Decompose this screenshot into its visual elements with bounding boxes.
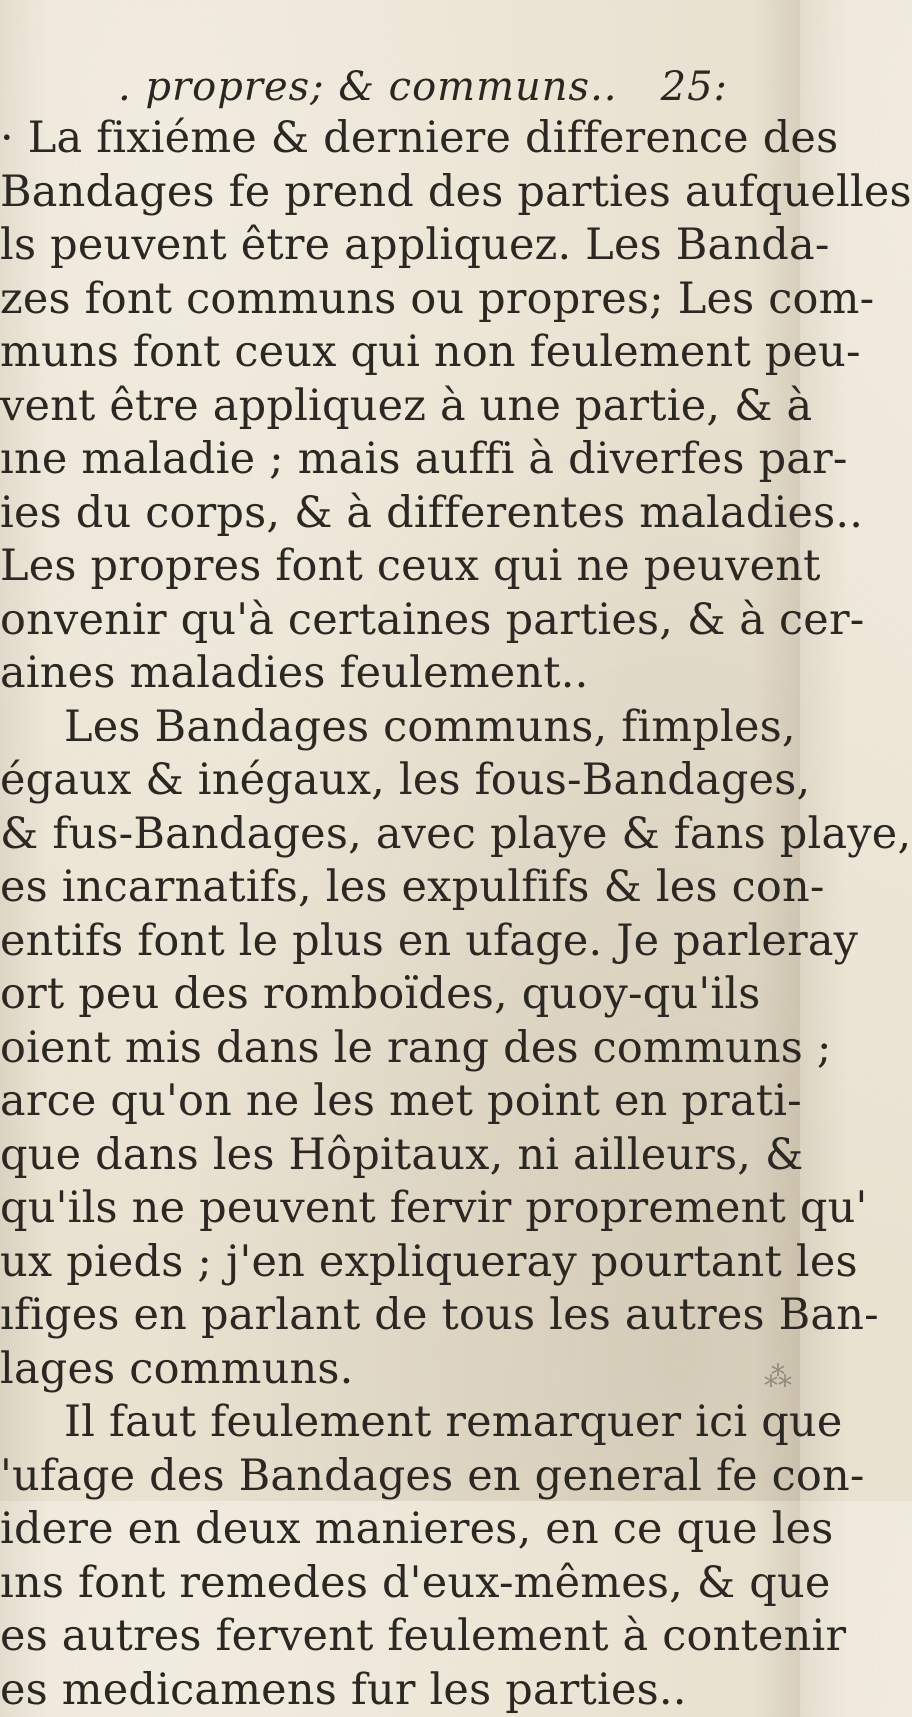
body-text <box>0 112 800 1717</box>
text-line: Bandages fe prend des parties aufquelles <box>0 166 800 220</box>
text-line: entifs font le plus en ufage. Je parleray <box>0 915 800 969</box>
text-line: ıns font remedes d'eux-mêmes, & que <box>0 1557 800 1611</box>
text-line: idere en deux manieres, en ce que les <box>0 1503 800 1557</box>
text-line: · La fixiéme & derniere difference des <box>0 112 800 166</box>
text-line: zes font communs ou propres; Les com- <box>0 273 800 327</box>
text-line: ux pieds ; j'en expliqueray pourtant les <box>0 1236 800 1290</box>
text-line: vent être appliquez à une partie, & à <box>0 380 800 434</box>
text-line: qu'ils ne peuvent fervir proprement qu' <box>0 1182 800 1236</box>
text-line: & fus-Bandages, avec playe & fans playe, <box>0 808 800 862</box>
text-line: aines maladies feulement.. <box>0 647 800 701</box>
text-line: lages communs. <box>0 1343 800 1397</box>
text-line: oient mis dans le rang des communs ; <box>0 1022 800 1076</box>
text-line: que dans les Hôpitaux, ni ailleurs, & <box>0 1129 800 1183</box>
text-line: 'ufage des Bandages en general fe con- <box>0 1450 800 1504</box>
text-line: ls peuvent être appliquez. Les Banda- <box>0 219 800 273</box>
text-line: Les propres font ceux qui ne peuvent <box>0 540 800 594</box>
text-line: Il faut feulement remarquer ici que <box>0 1396 800 1450</box>
page-number: 25: <box>661 62 728 112</box>
text-line: ıfiges en parlant de tous les autres Ban- <box>0 1289 800 1343</box>
text-line: es medicamens fur les parties.. <box>0 1664 800 1717</box>
text-line: onvenir qu'à certaines parties, & à cer- <box>0 594 800 648</box>
text-line: es autres fervent feulement à contenir <box>0 1610 800 1664</box>
text-line: ort peu des romboïdes, quoy-qu'ils <box>0 968 800 1022</box>
text-line: muns font ceux qui non feulement peu- <box>0 326 800 380</box>
page-header <box>118 62 758 112</box>
text-line: Les Bandages communs, fimples, <box>0 701 800 755</box>
text-line: égaux & inégaux, les fous-Bandages, <box>0 754 800 808</box>
text-line: es incarnatifs, les expulfifs & les con- <box>0 861 800 915</box>
text-line: ıne maladie ; mais auffi à diverfes par- <box>0 433 800 487</box>
running-title: . propres; & communs.. <box>118 62 618 112</box>
text-line: ies du corps, & à differentes maladies.. <box>0 487 800 541</box>
text-line: arce qu'on ne les met point en prati- <box>0 1075 800 1129</box>
margin-mark-icon: ⁂ <box>764 1360 792 1393</box>
